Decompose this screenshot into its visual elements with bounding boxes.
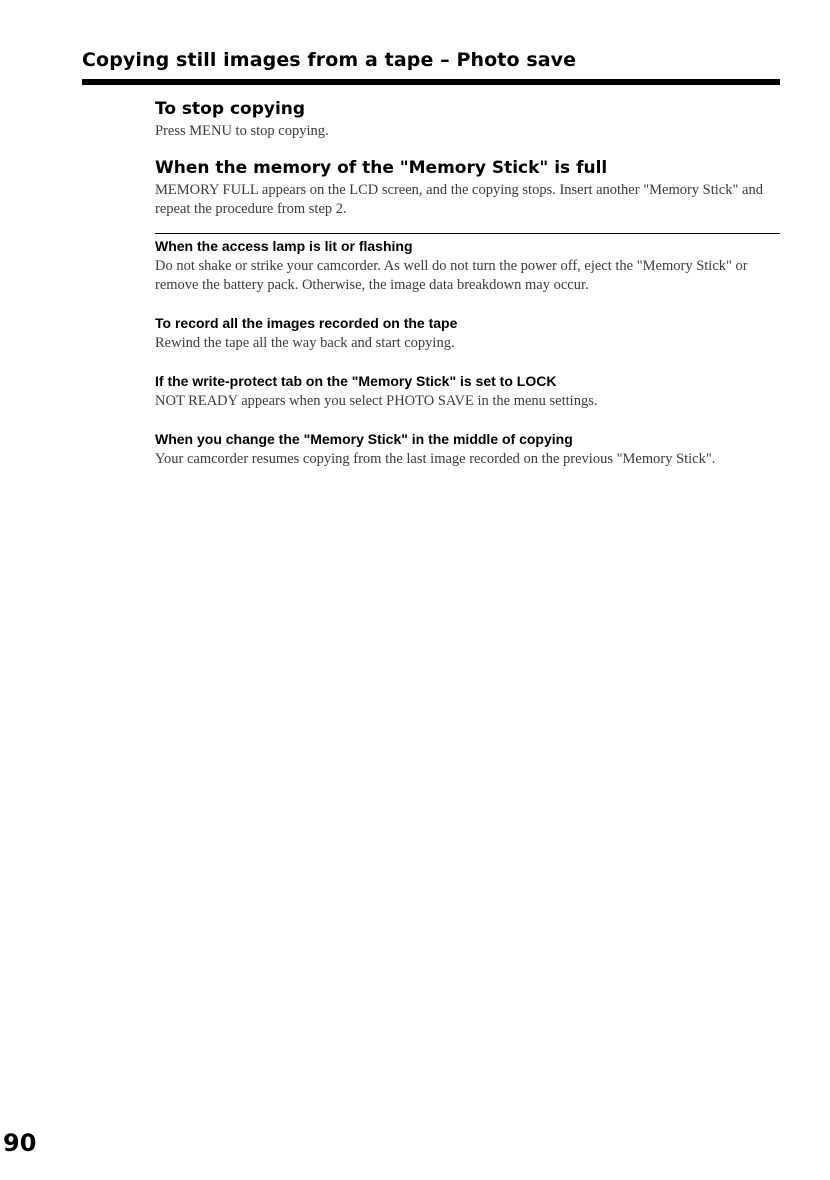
- page-number: 90: [3, 1129, 37, 1157]
- note-text: Your camcorder resumes copying from the last image recorded on the previous "Memory Stick".: [155, 451, 716, 467]
- section-heading: To stop copying: [155, 99, 306, 119]
- note-heading: To record all the images recorded on the tape: [155, 315, 458, 331]
- note-text: NOT READY appears when you select PHOTO SAVE in the menu settings.: [155, 393, 598, 409]
- note-record-all: [155, 314, 780, 353]
- note-access-lamp: [155, 237, 780, 295]
- notes-divider: [155, 233, 780, 234]
- section-text: MEMORY FULL appears on the LCD screen, and the copying stops. Insert another "Memory Stick" and repeat the procedure from step 2.: [155, 182, 763, 217]
- note-heading: If the write-protect tab on the "Memory Stick" is set to LOCK: [155, 373, 557, 389]
- note-text: Rewind the tape all the way back and start copying.: [155, 335, 455, 351]
- header-rule: [82, 79, 780, 85]
- note-heading: When you change the "Memory Stick" in the middle of copying: [155, 431, 573, 447]
- note-text: Do not shake or strike your camcorder. As well do not turn the power off, eject the "Memory Stick" or remove the battery pack. Otherwise, the image data breakdown may occur.: [155, 258, 748, 293]
- page-title: Copying still images from a tape – Photo save: [82, 49, 577, 71]
- note-change-stick: [155, 430, 780, 469]
- section-heading: When the memory of the "Memory Stick" is full: [155, 158, 608, 178]
- section-stop-copying: [155, 99, 780, 141]
- section-memory-full: [155, 158, 780, 219]
- main-content: [155, 99, 780, 469]
- note-heading: When the access lamp is lit or flashing: [155, 238, 413, 254]
- section-text: Press MENU to stop copying.: [155, 123, 329, 139]
- note-write-protect: [155, 372, 780, 411]
